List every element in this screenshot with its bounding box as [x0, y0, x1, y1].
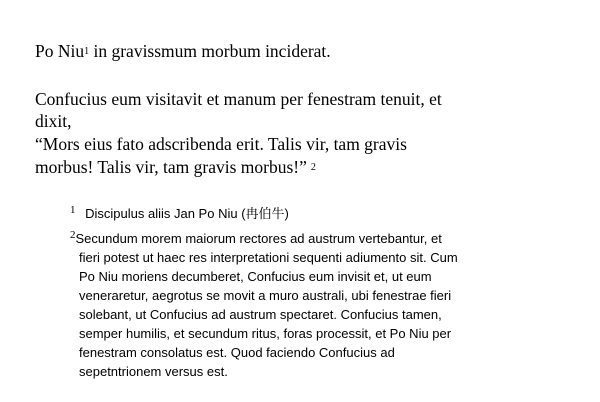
paragraph-2-line-3: “Mors eius fato adscribenda erit. Talis vir, tam gravis: [35, 134, 407, 154]
footnote-2-line-7: fenestram consolatus est. Quod faciendo Confucius ad: [79, 345, 395, 360]
footnote-2-line-6: semper humilis, et secundum ritus, foras processit, et Po Niu per: [79, 326, 452, 341]
footnote-2-line-3: Po Niu moriens decumberet, Confucius eum invisit et, ut eum: [79, 269, 432, 284]
footnote-1: [70, 204, 289, 225]
footnote-2-line-8: sepetntrionem versus est.: [79, 364, 228, 379]
paragraph-2-line-4: [35, 156, 316, 178]
paragraph-2-line-2: dixit,: [35, 111, 72, 131]
paragraph-2-line-1: Confucius eum visitavit et manum per fenestram tenuit, et: [35, 89, 442, 109]
footnote-2-line-1: [70, 229, 442, 250]
footnote-2-marker: 2: [70, 229, 76, 241]
paragraph-1: [35, 40, 331, 62]
footnote-1-text: Discipulus aliis Jan Po Niu (冉伯牛): [85, 206, 289, 221]
footnote-2-line-5: solebant, ut Confucius ad austrum spectaret. Confucius tamen,: [79, 307, 442, 322]
footnote-ref-2[interactable]: 2: [310, 162, 316, 173]
footnote-2-text-line-1: Secundum morem maiorum rectores ad austrum vertebantur, et: [75, 231, 442, 246]
paragraph-1-text-cont: in gravissmum morbum inciderat.: [89, 41, 331, 61]
footnote-1-marker: 1: [70, 204, 76, 216]
footnote-2-line-2: fieri potest ut haec res interpretationi sequenti adiumento sit. Cum: [79, 250, 458, 265]
paragraph-2-line-4-text: morbus! Talis vir, tam gravis morbus!”: [35, 157, 307, 177]
paragraph-1-text: Po Niu: [35, 41, 85, 61]
footnote-2-line-4: veneraretur, aegrotus se movit a muro australi, ubi fenestrae fieri: [79, 288, 452, 303]
footnote-ref-1[interactable]: 1: [84, 46, 90, 57]
